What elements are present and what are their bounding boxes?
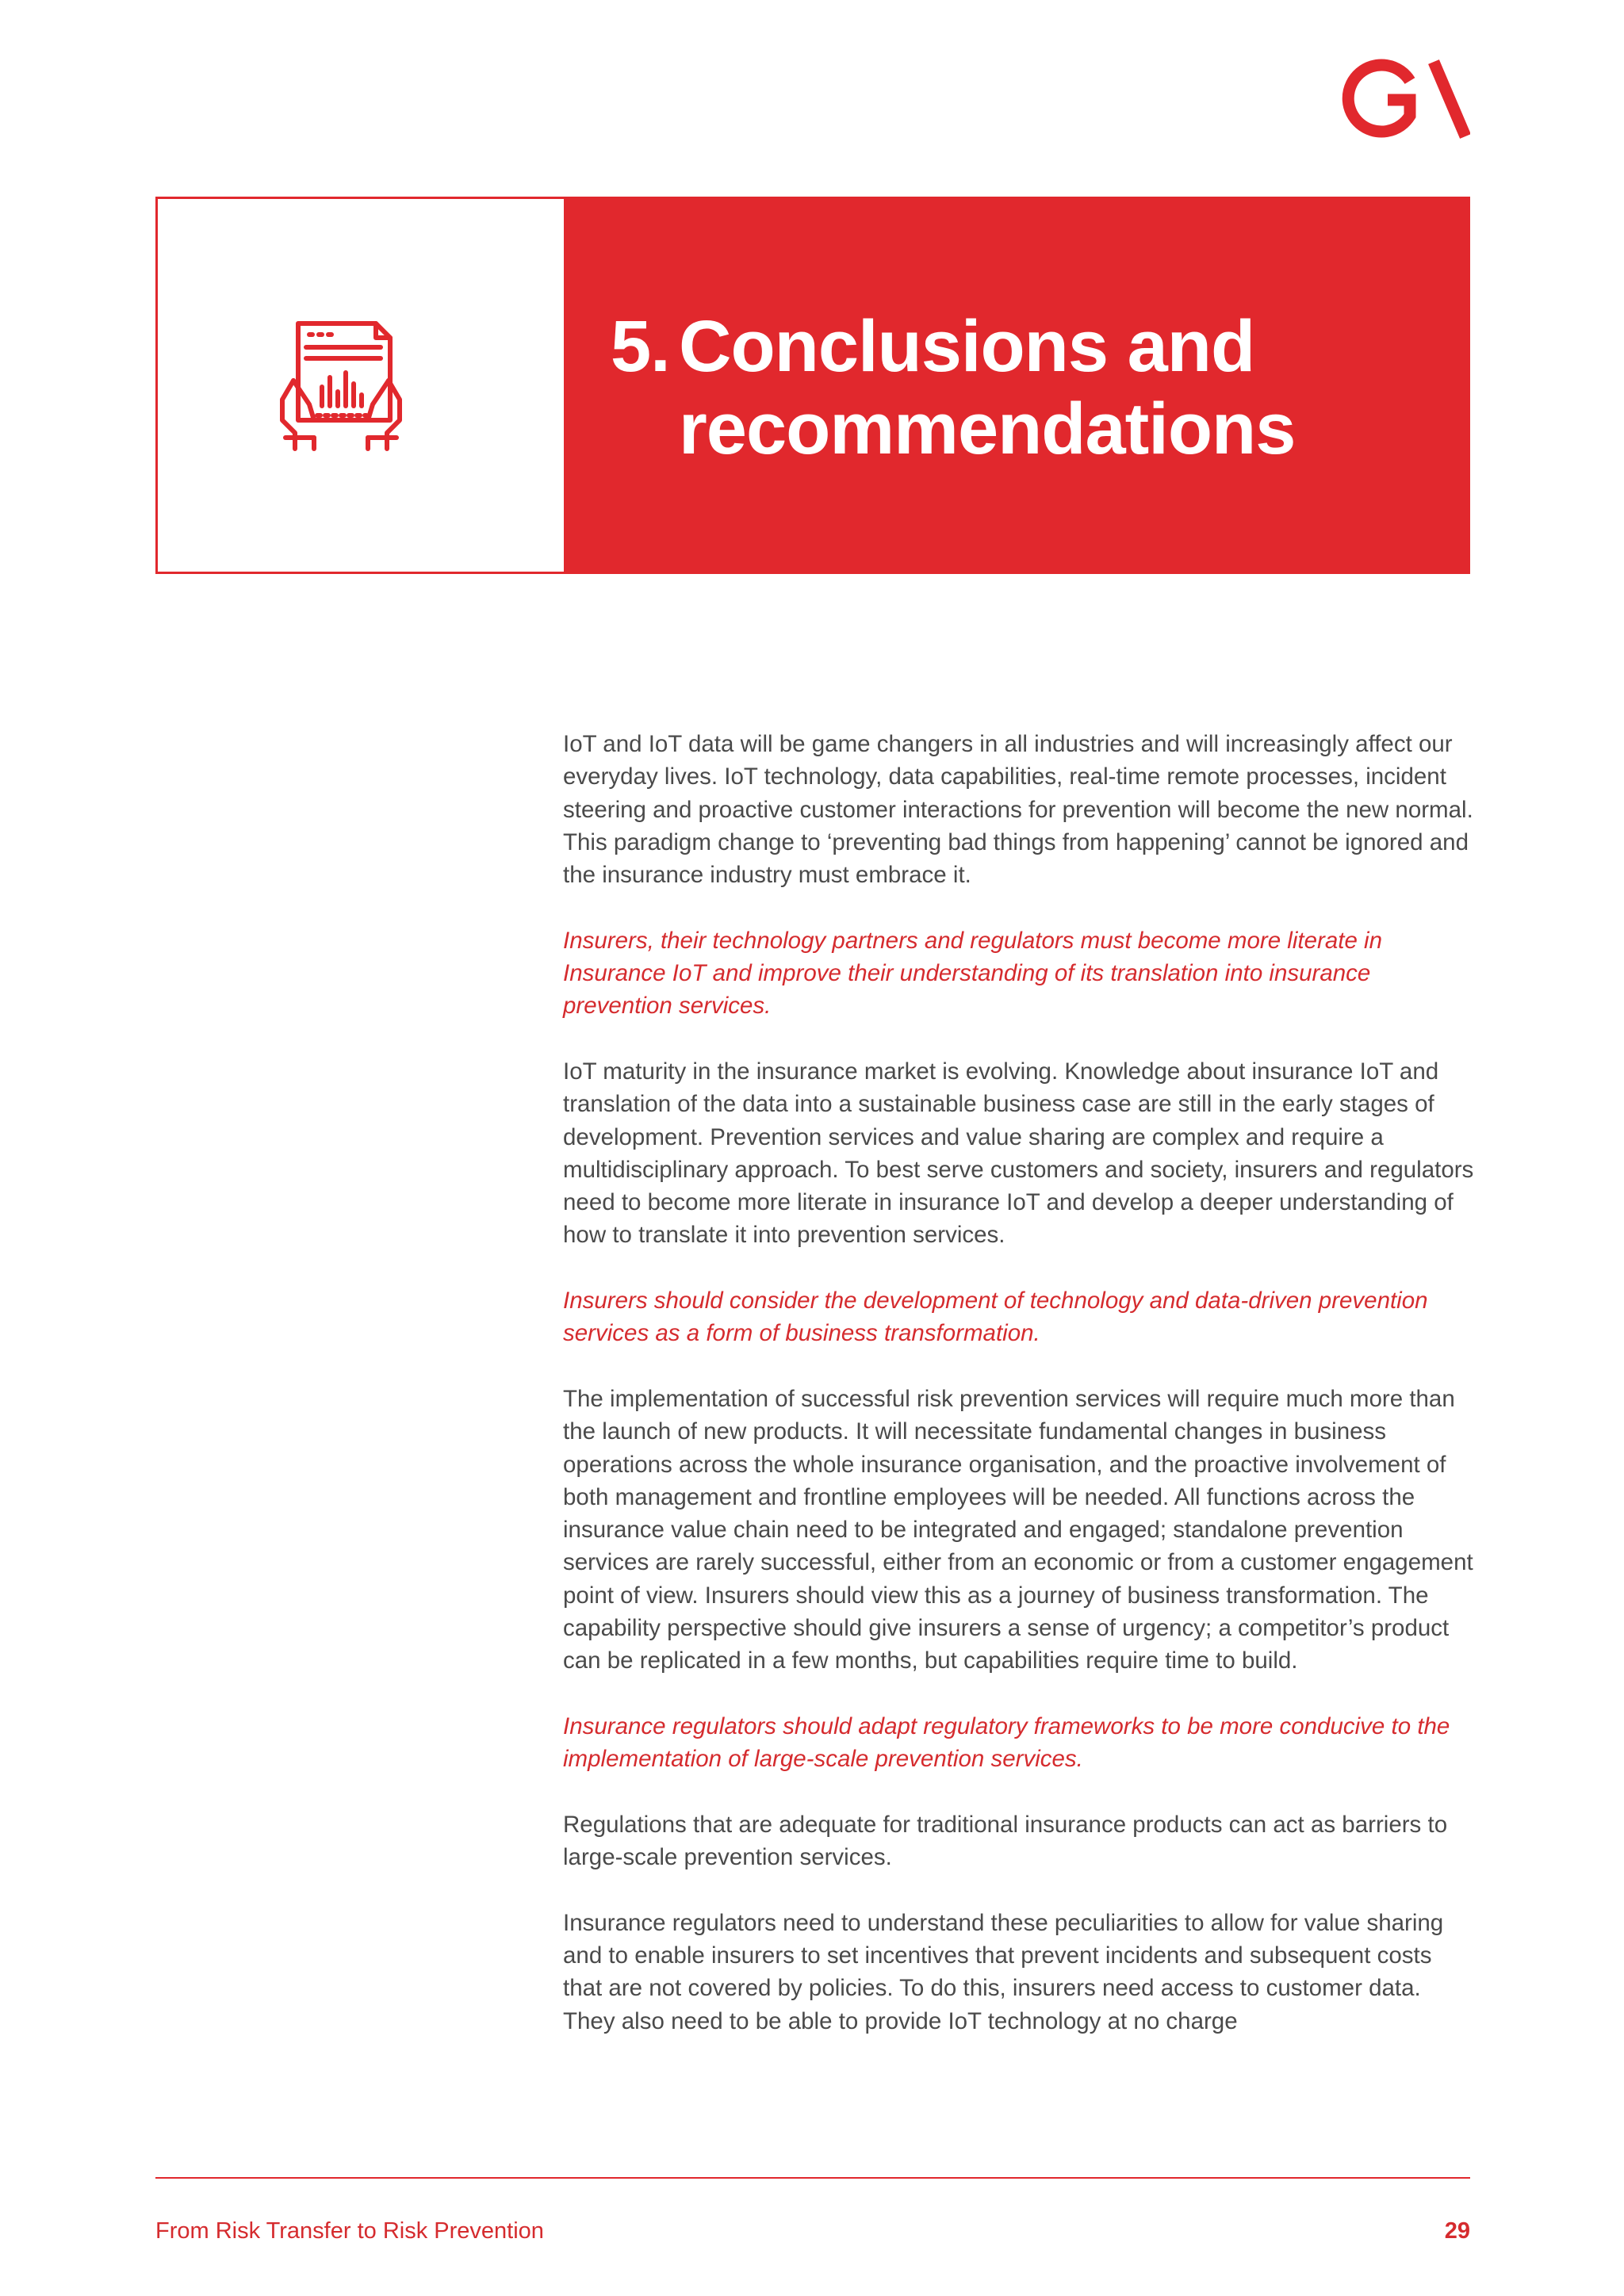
page-number: 29 <box>1444 2218 1470 2244</box>
footer-divider <box>155 2177 1470 2179</box>
recommendation-highlight: Insurance regulators should adapt regulatory frameworks to be more conducive to the implementation of large-scale prevention services. <box>563 1712 1450 1773</box>
ga-logo-icon <box>1342 57 1470 140</box>
recommendation-highlight: Insurers should consider the development of technology and data-driven prevention services as a form of business transformation. <box>563 1288 1428 1347</box>
chapter-title <box>611 305 1295 470</box>
recommendation-highlight: Insurers, their technology partners and regulators must become more literate in Insurance IoT and improve their understanding of its translation into insurance prevention services. <box>563 927 1383 1020</box>
body-text <box>563 728 1475 2070</box>
chapter-number: 5. <box>611 306 670 387</box>
paragraph: The implementation of successful risk prevention services will require much more than the launch of new products. It will necessitate fundamental changes in business operations across the whole insurance organisation, and the proactive involvement of both management and frontline employees will be needed. All functions across the insurance value chain need to be integrated and engaged; standalone prevention services are rarely successful, either from an economic or from a customer engagement point of view. Insurers should view this as a journey of business transformation. The capability perspective should give insurers a sense of urgency; a competitor’s product can be replicated in a few months, but capabilities require time to build. <box>563 1385 1473 1674</box>
paragraph: IoT and IoT data will be game changers in all industries and will increasingly affect our everyday lives. IoT technology, data capabilities, real-time remote processes, incident steering and proactive customer interactions for prevention will become the new normal. This paradigm change to ‘preventing bad things from happening’ cannot be ignored and the insurance industry must embrace it. <box>563 731 1473 889</box>
tablet-analytics-icon <box>278 317 404 453</box>
paragraph: Insurance regulators need to understand these peculiarities to allow for value sharing and to enable insurers to set incentives that prevent incidents and subsequent costs that are not covered by policies. To do this, insurers need access to customer data. They also need to be able to provide IoT technology at no charge <box>563 1909 1444 2034</box>
chapter-title-line1: Conclusions and <box>679 306 1255 387</box>
paragraph: IoT maturity in the insurance market is evolving. Knowledge about insurance IoT and translation of the data into a sustainable business case are still in the early stages of development. Prevention services and value sharing are complex and require a multidisciplinary approach. To best serve customers and society, insurers and regulators need to become more literate in insurance IoT and develop a deeper understanding of how to translate it into prevention services. <box>563 1058 1474 1249</box>
paragraph: Regulations that are adequate for traditional insurance products can act as barriers to large-scale prevention services. <box>563 1811 1448 1871</box>
footer-publication-title: From Risk Transfer to Risk Prevention <box>155 2218 544 2244</box>
chapter-title-line2: recommendations <box>679 388 1296 469</box>
